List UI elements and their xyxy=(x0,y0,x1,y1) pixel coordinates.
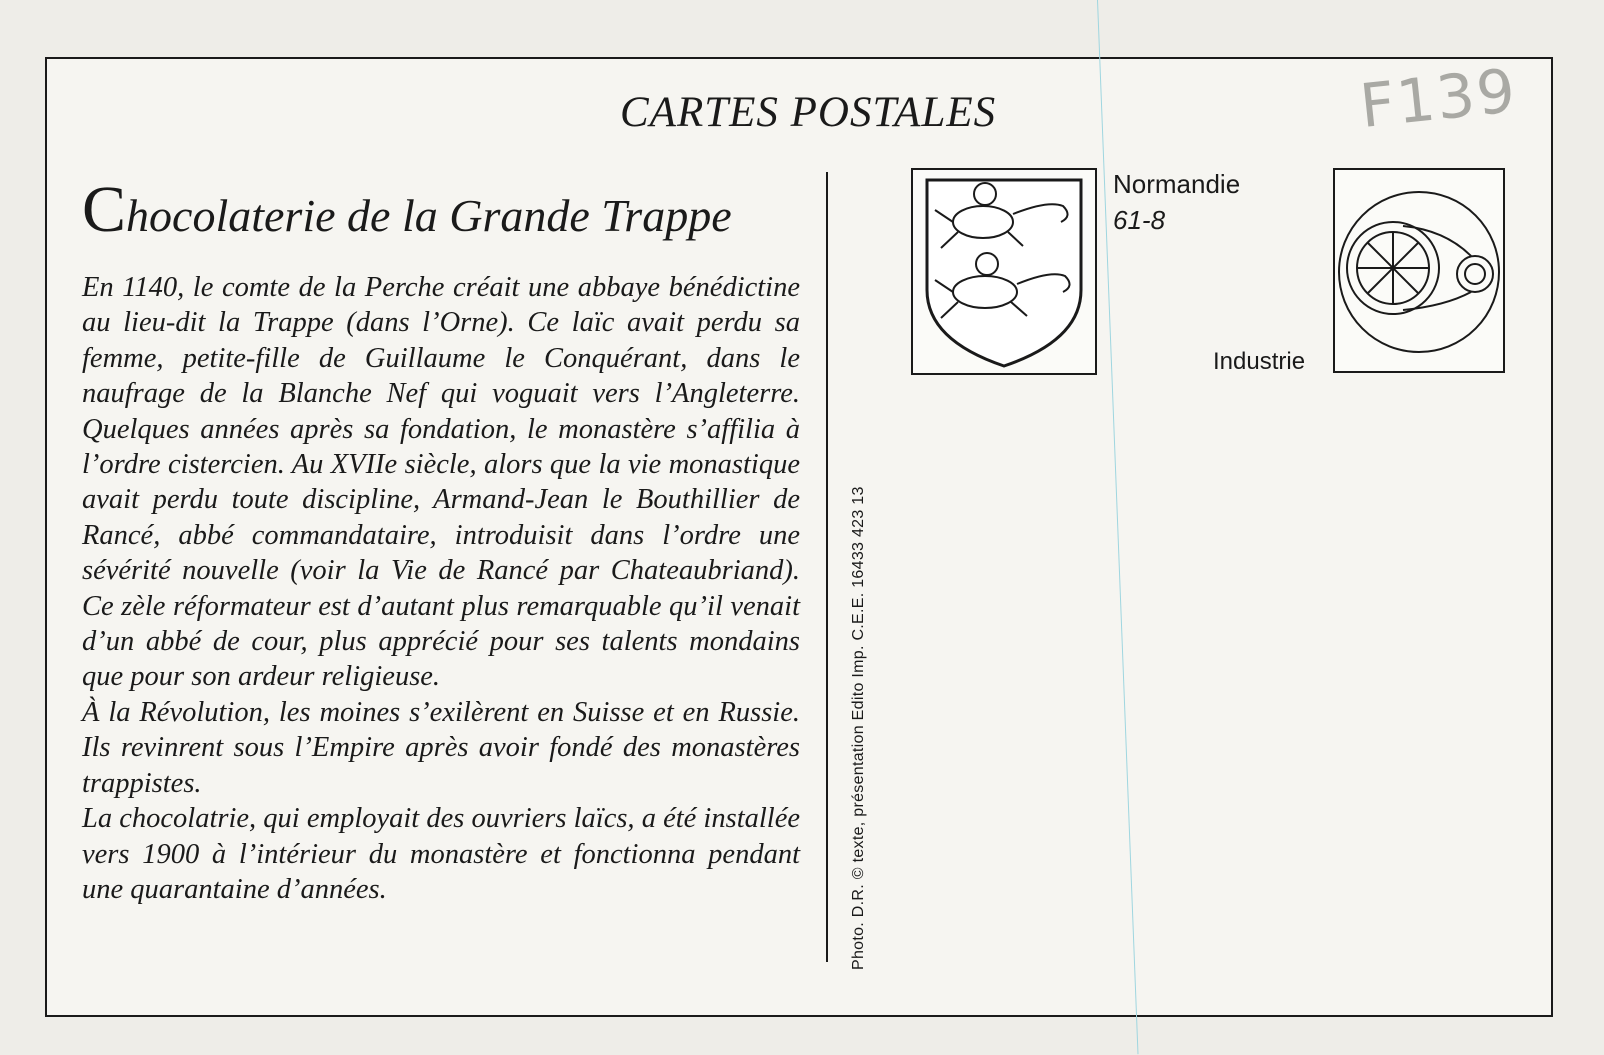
vertical-divider xyxy=(826,172,828,962)
page-title xyxy=(82,172,732,248)
paragraph-history: En 1140, le comte de la Perche créait une abbaye bénédictine au lieu-dit la Trappe (dans l’Orne). Ce laïc avait perdu sa femme, petite-fille de Guillaume le Conquérant, dans le naufrage de la Blanche Nef qui voguait vers l’Angleterre. Quelques années après sa fondation, le monastère s’affilia à l’ordre cistercien. Au XVIIe siècle, alors que la vie monastique avait perdu toute discipline, Armand-Jean le Bouthillier de Rancé, abbé commandataire, introduisit dans l’ordre une sévérité nouvelle (voir la Vie de Rancé par Chateaubriand). Ce zèle réformateur est d’autant plus remarquable qu’il venait d’un abbé de cour, plus apprécié pour ses talents mondains que pour son ardeur religieuse. xyxy=(82,272,800,693)
region-code: 61-8 xyxy=(1113,205,1166,235)
title-initial: C xyxy=(82,173,127,246)
title-rest: hocolaterie de la Grande Trappe xyxy=(126,190,732,241)
description-text xyxy=(82,270,800,907)
page-header: CARTES POSTALES xyxy=(620,89,997,136)
normandy-lions-crest-icon xyxy=(911,168,1097,375)
region-label xyxy=(1113,166,1240,238)
region-name: Normandie xyxy=(1113,169,1241,199)
print-credit: Photo. D.R. © texte, présentation Edito Imp. C.E.E. 16433 423 13 xyxy=(850,486,867,970)
paragraph-revolution: À la Révolution, les moines s’exilèrent en Suisse et en Russie. Ils revinrent sous l’Empire après avoir fondé des monastères trappistes. xyxy=(82,696,800,799)
gear-wheel-icon xyxy=(1333,168,1505,373)
paragraph-chocolaterie: La chocolatrie, qui employait des ouvriers laïcs, a été installée vers 1900 à l’intérieur du monastère et fonctionna pendant une quarantaine d’années. xyxy=(82,803,800,905)
handwritten-note: F139 xyxy=(1356,55,1521,143)
category-label: Industrie xyxy=(1213,348,1306,375)
